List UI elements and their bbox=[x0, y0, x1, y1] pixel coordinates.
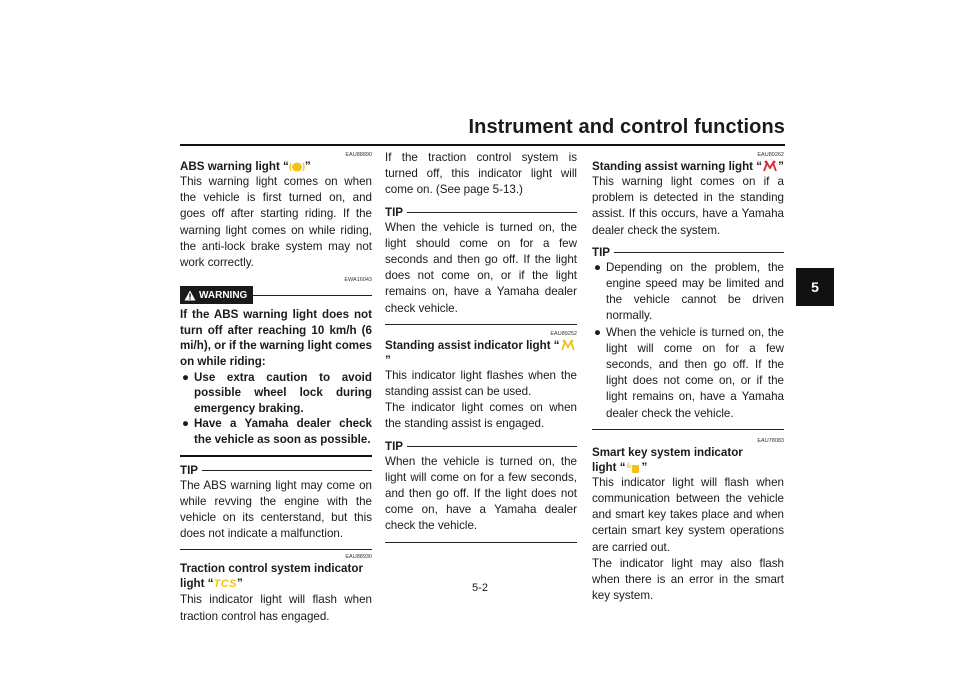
warning-text: If the ABS warning light does not turn off after reaching 10 km/h (6 mi/h), or if the warning light comes on while riding: bbox=[180, 308, 372, 368]
warning-bullets bbox=[180, 370, 372, 448]
column-3 bbox=[592, 150, 784, 604]
abs-icon bbox=[289, 161, 305, 173]
tip-header: TIP bbox=[385, 205, 577, 220]
column-1 bbox=[180, 150, 372, 625]
page-title: Instrument and control functions bbox=[468, 116, 785, 138]
title-rule bbox=[180, 144, 785, 146]
standing-assist-icon bbox=[560, 339, 576, 352]
section-code: EAU88890 bbox=[345, 152, 372, 158]
tip-header: TIP bbox=[385, 439, 577, 454]
tip-header: TIP bbox=[592, 245, 784, 260]
warning-badge: WARNING bbox=[180, 286, 253, 304]
section-code: EAU78083 bbox=[757, 437, 784, 444]
standing-assist-warning-heading: Standing assist warning light “ ” bbox=[592, 160, 784, 173]
section-code: EAU89262 bbox=[757, 152, 784, 158]
warning-code: EWA16043 bbox=[344, 277, 372, 284]
smart-key-body-2: The indicator light may also flash when there is an error in the smart key system. bbox=[592, 556, 784, 603]
smart-key-icon bbox=[626, 462, 642, 474]
tip-text: The ABS warning light may come on while revving the engine with the vehicle on its centerstand, but this does not indicate a malfunction. bbox=[180, 478, 372, 541]
tcs-icon: TCS bbox=[213, 578, 237, 591]
tcs-body: This indicator light will flash when traction control has engaged. bbox=[180, 593, 372, 623]
standing-assist-body-2: The indicator light comes on when the standing assist is engaged. bbox=[385, 401, 577, 431]
tip-bullets bbox=[592, 260, 784, 422]
list-item: ● Have a Yamaha dealer check the vehicle as soon as possible. bbox=[182, 417, 372, 446]
tip-header: TIP bbox=[180, 463, 372, 478]
list-item: ● Depending on the problem, the engine speed may be limited and the vehicle cannot be driven normally. bbox=[594, 260, 784, 323]
list-item: ● Use extra caution to avoid possible wheel lock during emergency braking. bbox=[182, 370, 372, 415]
smart-key-body-1: This indicator light will flash when communication between the vehicle and smart key takes place and when certain smart key system operations are carried out. bbox=[592, 475, 784, 554]
standing-assist-warning-icon bbox=[762, 160, 778, 173]
smart-key-heading: Smart key system indicator light “ ” bbox=[592, 445, 743, 474]
warning-triangle-icon bbox=[184, 290, 196, 301]
tip-text: When the vehicle is turned on, the light will come on for a few seconds, and then go off. If the light does not come on, have a Yamaha dealer check the vehicle. bbox=[385, 454, 577, 533]
abs-body: This warning light comes on when the vehicle is first turned on, and goes off after starting riding. If the warning light comes on while riding, the anti-lock brake system may not work correctly. bbox=[180, 175, 372, 270]
list-item: ● When the vehicle is turned on, the light will come on for a few seconds, and then go off. If the light does not come on, or if the light remains on, have a Yamaha dealer check the vehicle. bbox=[594, 325, 784, 420]
chapter-tab[interactable]: 5 bbox=[796, 268, 834, 306]
column-2 bbox=[385, 150, 577, 547]
tip-text: When the vehicle is turned on, the light should come on for a few seconds and then go off. If the light does not come on, or if the light remains on, have a Yamaha dealer check vehicle. bbox=[385, 220, 577, 315]
abs-heading: ABS warning light “ ” bbox=[180, 160, 311, 173]
section-code: EAU88930 bbox=[345, 554, 372, 561]
standing-assist-body-1: This indicator light flashes when the standing assist can be used. bbox=[385, 368, 577, 399]
page-number: 5-2 bbox=[472, 582, 488, 594]
warning-header bbox=[180, 286, 372, 304]
tcs-heading: Traction control system indicator light “TCS” bbox=[180, 562, 363, 591]
section-code: EAU89252 bbox=[550, 330, 577, 337]
standing-assist-heading: Standing assist indicator light “” bbox=[385, 338, 577, 368]
standing-assist-warning-body: This warning light comes on if a problem is detected in the standing assist. If this occurs, have a Yamaha dealer check the system. bbox=[592, 175, 784, 237]
tcs-continued: If the traction control system is turned off, this indicator light will come on. (See page 5-13.) bbox=[385, 151, 577, 197]
